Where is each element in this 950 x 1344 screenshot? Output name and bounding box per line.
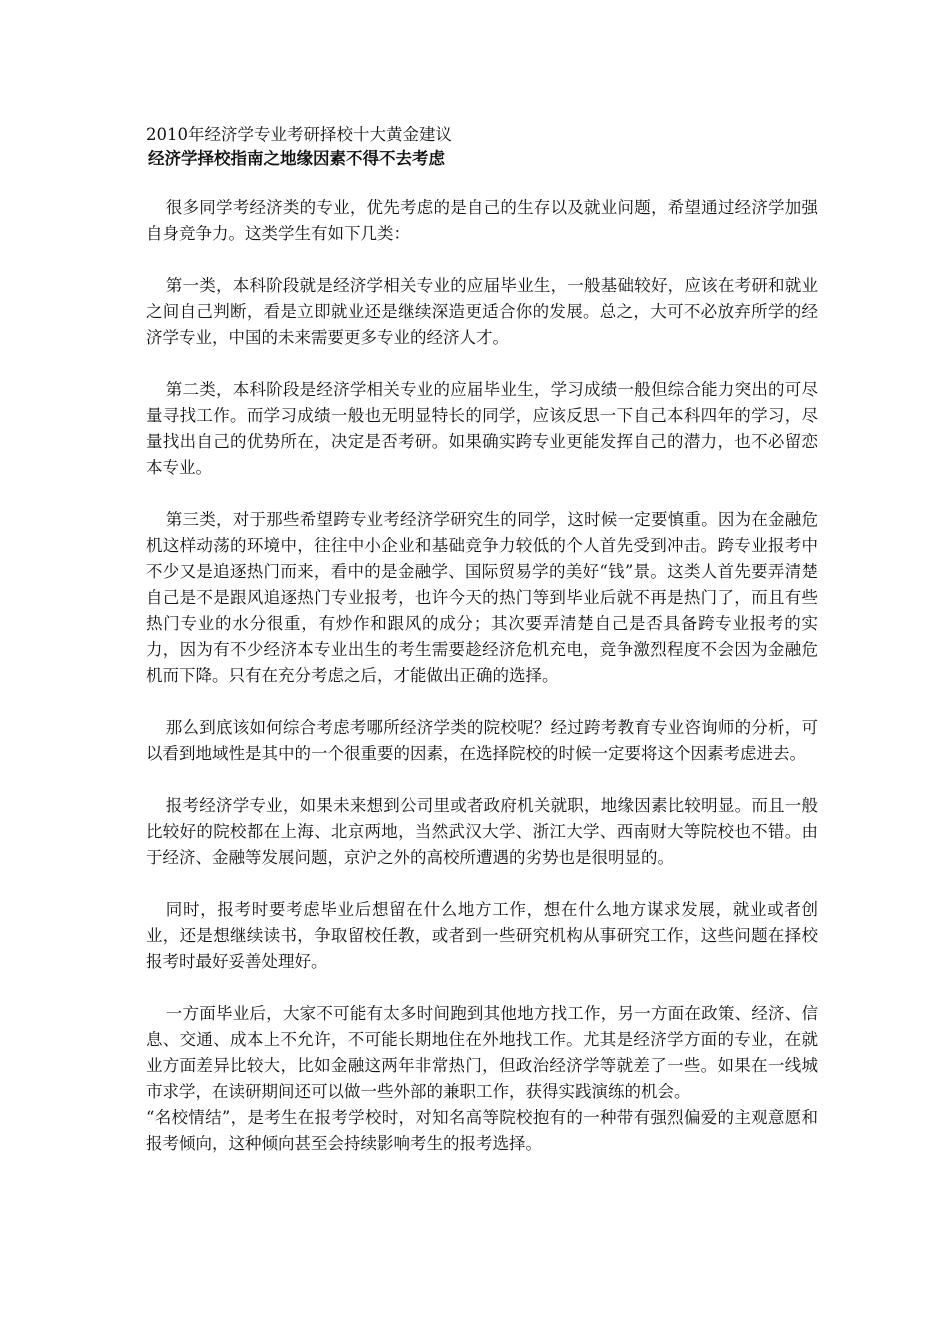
paragraph-type-three: 第三类，对于那些希望跨专业考经济学研究生的同学，这时候一定要慎重。因为在金融危机这样动荡的环境中，往往中小企业和基础竞争力较低的个人首先受到冲击。跨专业报考中不少又是追逐热门而来，看中的是金融学、国际贸易学的美好“钱”景。这类人首先要弄清楚自己是不是跟风追逐热门专业报考，也许今天的热门等到毕业后就不再是热门了，而且有些热门专业的水分很重，有炒作和跟风的成分；其次要弄清楚自己是否具备跨专业报考的实力，因为有不少经济本专业出生的考生需要趁经济危机充电，竞争激烈程度不会因为金融危机而下降。只有在充分考虑之后，才能做出正确的选择。 xyxy=(146,510,818,685)
document-subtitle: 经济学择校指南之地缘因素不得不去考虑 xyxy=(148,149,445,168)
document-body xyxy=(146,123,818,1157)
document-title: 2010年经济学专业考研择校十大黄金建议 xyxy=(146,125,452,144)
paragraph-intro: 很多同学考经济类的专业，优先考虑的是自己的生存以及就业问题，希望通过经济学加强自身竞争力。这类学生有如下几类： xyxy=(146,198,818,243)
paragraph-future-plan: 同时，报考时要考虑毕业后想留在什么地方工作，想在什么地方谋求发展，就业或者创业，还是想继续读书，争取留校任教，或者到一些研究机构从事研究工作，这些问题在择校报考时最好妥善处理好。 xyxy=(146,900,818,971)
paragraph-type-two: 第二类，本科阶段是经济学相关专业的应届毕业生，学习成绩一般但综合能力突出的可尽量寻找工作。而学习成绩一般也无明显特长的同学，应该反思一下自己本科四年的学习，尽量找出自己的优势所在，决定是否考研。如果确实跨专业更能发挥自己的潜力，也不必留恋本专业。 xyxy=(146,380,818,477)
paragraph-career-location: 报考经济学专业，如果未来想到公司里或者政府机关就职，地缘因素比较明显。而且一般比较好的院校都在上海、北京两地，当然武汉大学、浙江大学、西南财大等院校也不错。由于经济、金融等发展问题，京沪之外的高校所遭遇的劣势也是很明显的。 xyxy=(146,796,818,867)
paragraph-regional-factor: 那么到底该如何综合考虑考哪所经济学类的院校呢？经过跨考教育专业咨询师的分析，可以看到地域性是其中的一个很重要的因素，在选择院校的时候一定要将这个因素考虑进去。 xyxy=(146,718,818,763)
paragraph-famous-school: “名校情结”，是考生在报考学校时，对知名高等院校抱有的一种带有强烈偏爱的主观意愿和报考倾向，这种倾向甚至会持续影响考生的报考选择。 xyxy=(146,1108,818,1153)
paragraph-type-one: 第一类，本科阶段就是经济学相关专业的应届毕业生，一般基础较好，应该在考研和就业之间自己判断，看是立即就业还是继续深造更适合你的发展。总之，大可不必放弃所学的经济学专业，中国的未来需要更多专业的经济人才。 xyxy=(146,276,818,347)
paragraph-job-search: 一方面毕业后，大家不可能有太多时间跑到其他地方找工作，另一方面在政策、经济、信息、交通、成本上不允许，不可能长期地住在外地找工作。尤其是经济学方面的专业，在就业方面差异比较大，比如金融这两年非常热门，但政治经济学等就差了一些。如果在一线城市求学，在读研期间还可以做一些外部的兼职工作，获得实践演练的机会。 xyxy=(146,1004,818,1101)
